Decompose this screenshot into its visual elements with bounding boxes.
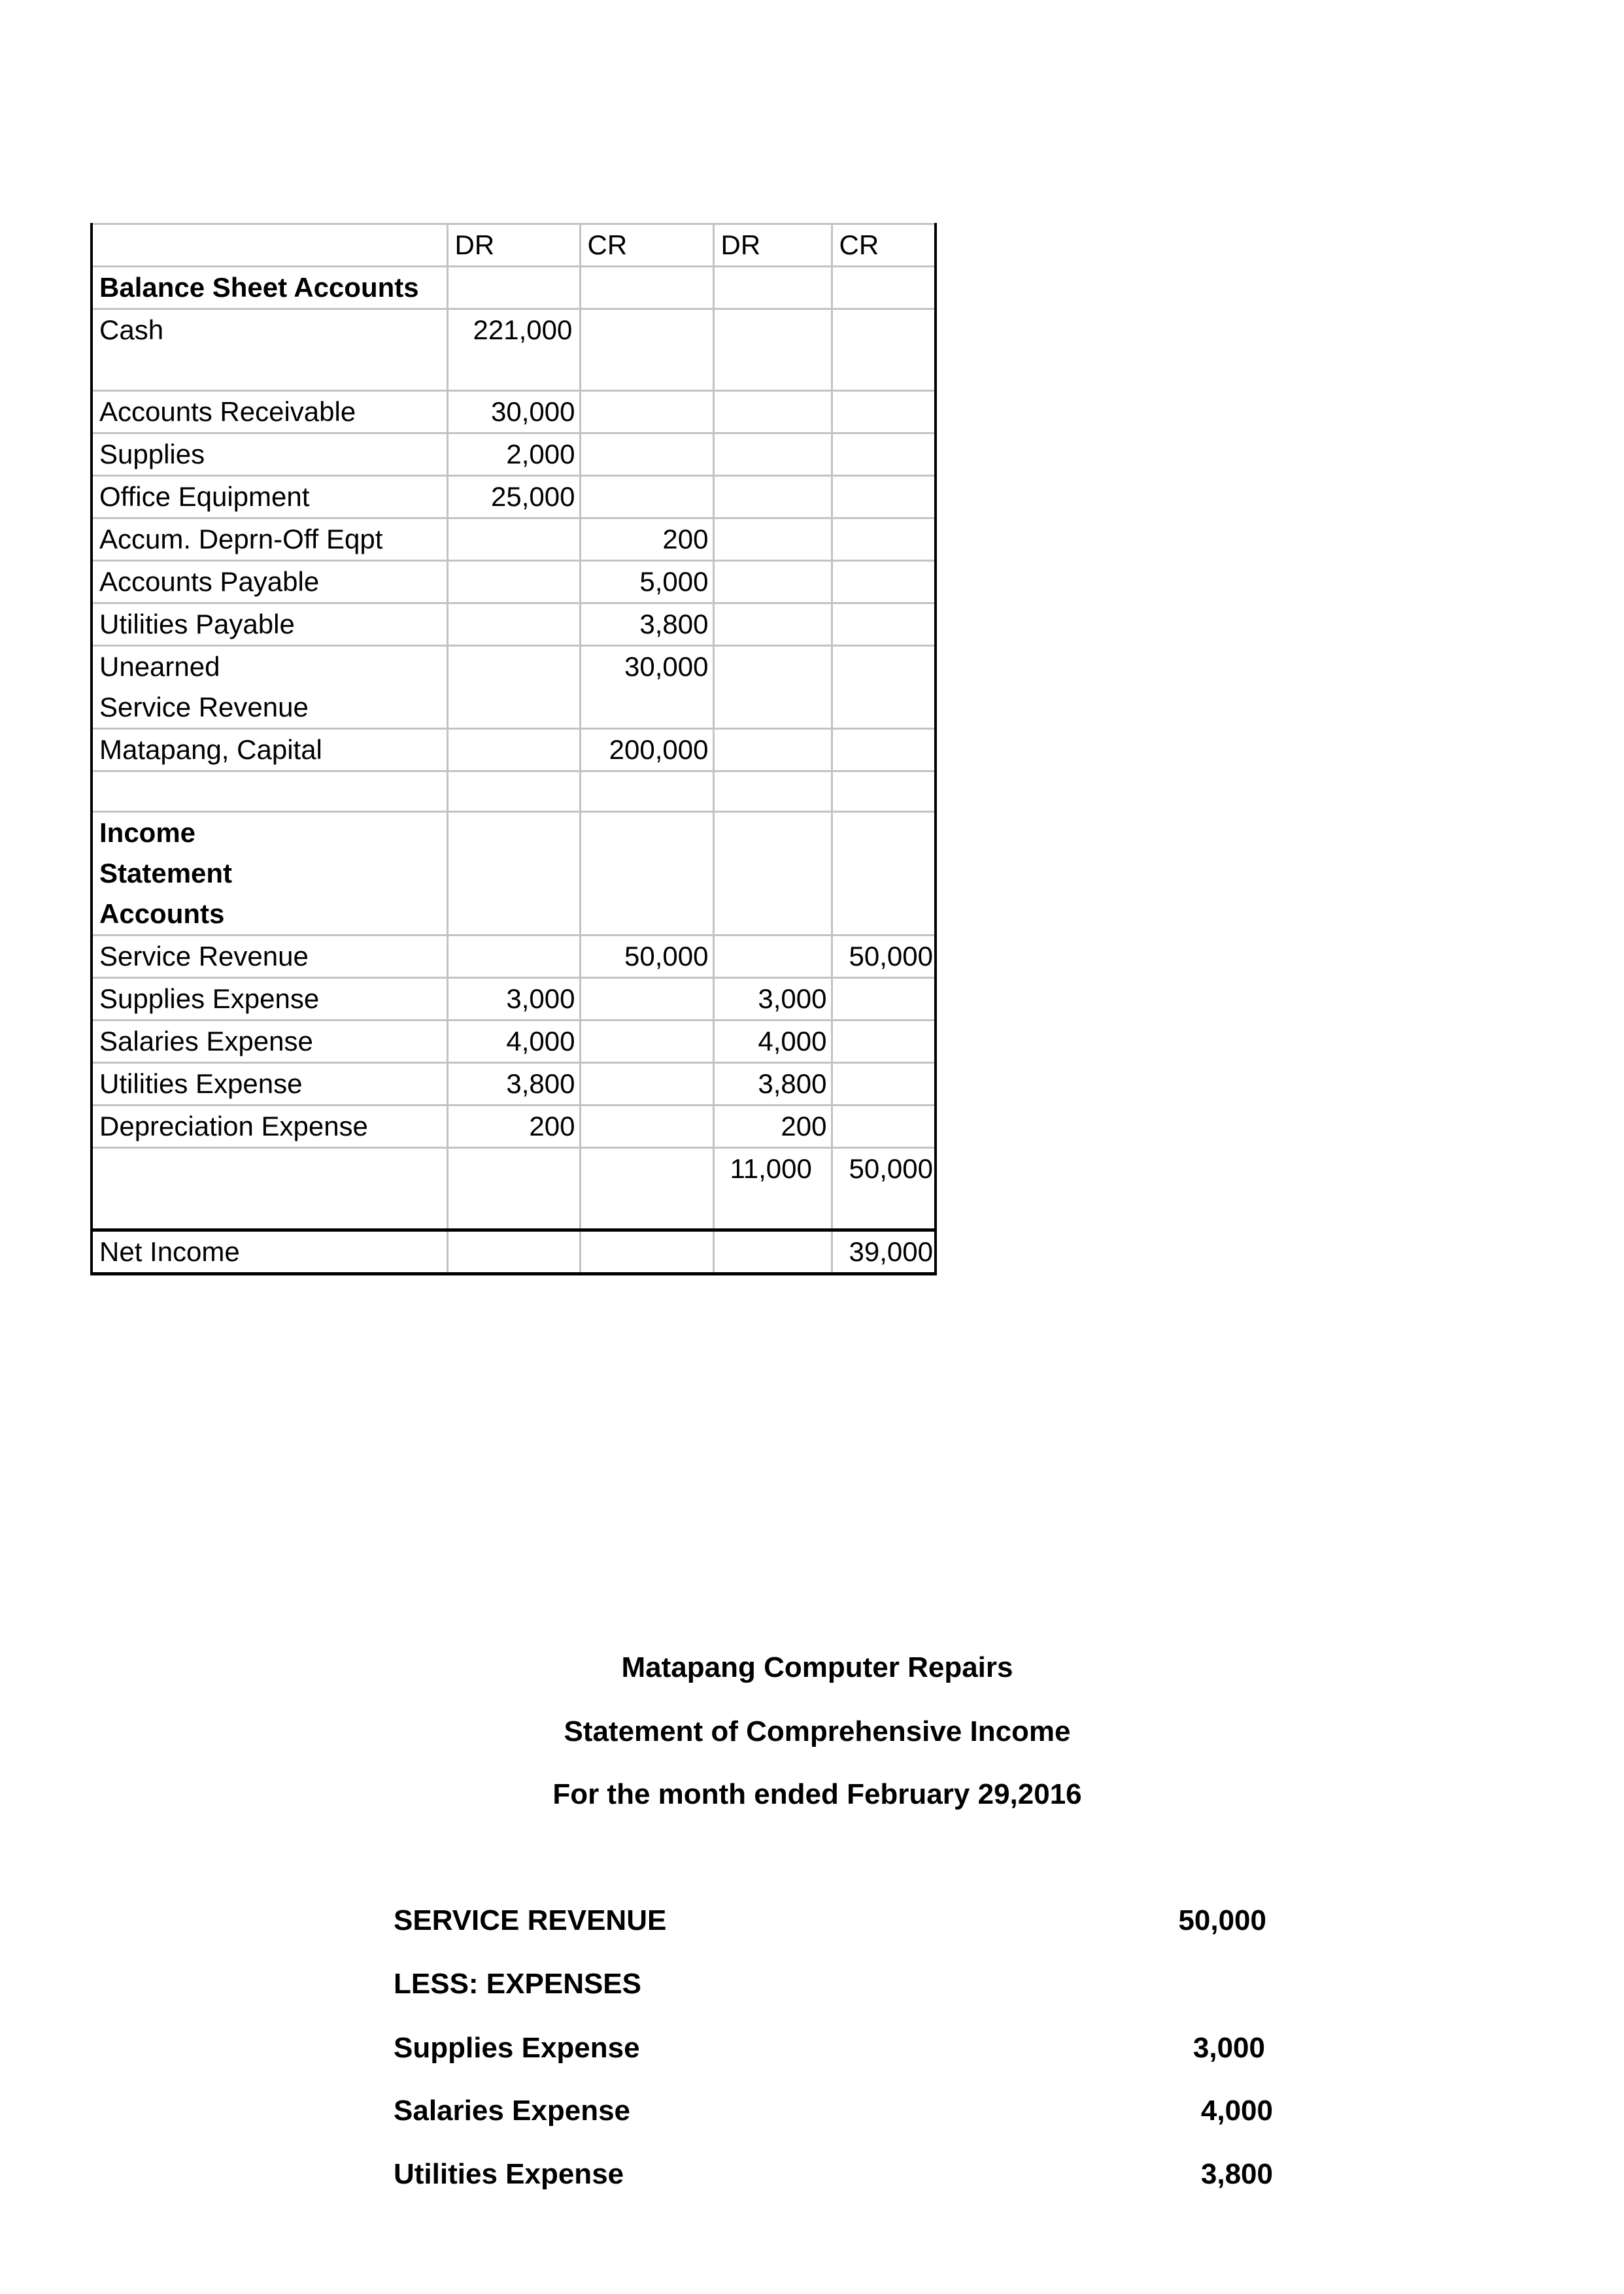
dr-2-value: [713, 646, 832, 729]
table-row: [92, 391, 936, 433]
cr-2-value: [832, 391, 936, 433]
statement-title: Statement of Comprehensive Income: [564, 1715, 1071, 1747]
dr-2-total: 11,000: [713, 1148, 832, 1230]
cr-2-value: 50,000: [832, 936, 936, 978]
cr-1-value: [580, 476, 713, 518]
header-dr-2: DR: [713, 224, 832, 267]
dr-1-value: 221,000: [447, 309, 580, 391]
statement-line-salaries-expense: [394, 2095, 1273, 2127]
dr-1-value: 2,000: [447, 433, 580, 476]
statement-line-label: SERVICE REVENUE: [394, 1904, 667, 1936]
table-row: [92, 433, 936, 476]
cr-2-value: [832, 561, 936, 603]
income-statement-heading: Income Statement Accounts: [92, 812, 447, 936]
account-name: Accum. Deprn-Off Eqpt: [92, 518, 447, 561]
dr-1-value: 4,000: [447, 1020, 580, 1063]
cr-1-value: 200,000: [580, 729, 713, 771]
blank-row: [92, 771, 936, 812]
dr-1-value: 30,000: [447, 391, 580, 433]
account-name: Accounts Receivable: [92, 391, 447, 433]
header-label-cell: [92, 224, 447, 267]
cr-2-value: [832, 476, 936, 518]
dr-2-value: [713, 561, 832, 603]
statement-line-label: Salaries Expense: [394, 2095, 631, 2127]
dr-2-value: [713, 729, 832, 771]
table-row: [92, 729, 936, 771]
dr-1-value: [447, 1230, 580, 1274]
account-name: Matapang, Capital: [92, 729, 447, 771]
dr-1-value: [447, 729, 580, 771]
net-income-value: 39,000: [832, 1230, 936, 1274]
cr-2-value: [832, 603, 936, 646]
table-row: [92, 476, 936, 518]
dr-1-total: [447, 1148, 580, 1230]
cr-1-value: [580, 978, 713, 1020]
dr-2-value: 3,000: [713, 978, 832, 1020]
account-name: Office Equipment: [92, 476, 447, 518]
cr-2-value: [832, 729, 936, 771]
dr-2-value: [713, 433, 832, 476]
statement-line-amount: 4,000: [1200, 2095, 1273, 2127]
cr-2-value: [832, 433, 936, 476]
dr-2-value: 200: [713, 1105, 832, 1148]
section-heading-row: [92, 812, 936, 936]
account-name: Depreciation Expense: [92, 1105, 447, 1148]
company-name: Matapang Computer Repairs: [621, 1651, 1013, 1683]
cr-1-value: 5,000: [580, 561, 713, 603]
statement-line-label: Utilities Expense: [394, 2158, 624, 2190]
cr-2-value: [832, 1020, 936, 1063]
totals-label: [92, 1148, 447, 1230]
header-cr-2: CR: [832, 224, 936, 267]
cr-1-value: 50,000: [580, 936, 713, 978]
account-name: Utilities Expense: [92, 1063, 447, 1105]
account-name: Supplies: [92, 433, 447, 476]
net-income-row: [92, 1230, 936, 1274]
cr-1-value: [580, 1230, 713, 1274]
table-row: [92, 978, 936, 1020]
cr-2-value: [832, 1063, 936, 1105]
dr-1-value: 200: [447, 1105, 580, 1148]
dr-1-value: [447, 603, 580, 646]
dr-1-value: [447, 646, 580, 729]
account-name: Accounts Payable: [92, 561, 447, 603]
dr-2-value: [713, 518, 832, 561]
statement-line-label: Supplies Expense: [394, 2032, 640, 2064]
account-name: Unearned Service Revenue: [92, 646, 447, 729]
table-row: [92, 936, 936, 978]
statement-line-less-expenses: [394, 1968, 1273, 2000]
totals-row: [92, 1148, 936, 1230]
balance-sheet-heading: Balance Sheet Accounts: [92, 267, 447, 309]
account-name: Salaries Expense: [92, 1020, 447, 1063]
net-income-label: Net Income: [92, 1230, 447, 1274]
dr-2-value: [713, 1230, 832, 1274]
table-row: [92, 1063, 936, 1105]
table-row: [92, 603, 936, 646]
cr-2-value: [832, 309, 936, 391]
statement-line-supplies-expense: [394, 2032, 1273, 2065]
statement-line-utilities-expense: [394, 2158, 1273, 2191]
statement-line-amount: 3,800: [1200, 2158, 1273, 2190]
dr-2-value: [713, 936, 832, 978]
table-row: [92, 646, 936, 729]
account-name: Service Revenue: [92, 936, 447, 978]
cr-1-value: 200: [580, 518, 713, 561]
dr-1-value: [447, 518, 580, 561]
cr-1-value: [580, 1063, 713, 1105]
dr-1-value: 25,000: [447, 476, 580, 518]
section-heading-row: [92, 267, 936, 309]
dr-2-value: 4,000: [713, 1020, 832, 1063]
cr-1-value: [580, 1105, 713, 1148]
cr-2-value: [832, 646, 936, 729]
table-row: [92, 1105, 936, 1148]
dr-2-value: [713, 309, 832, 391]
cr-1-value: [580, 309, 713, 391]
dr-1-value: [447, 936, 580, 978]
table-row: [92, 309, 936, 391]
worksheet-table: [90, 223, 937, 1275]
cr-2-value: [832, 978, 936, 1020]
cr-2-value: [832, 1105, 936, 1148]
dr-1-value: 3,000: [447, 978, 580, 1020]
account-name: Cash: [92, 309, 447, 391]
cr-1-value: 3,800: [580, 603, 713, 646]
dr-1-value: 3,800: [447, 1063, 580, 1105]
dr-2-value: 3,800: [713, 1063, 832, 1105]
table-row: [92, 1020, 936, 1063]
cr-1-total: [580, 1148, 713, 1230]
table-row: [92, 518, 936, 561]
statement-line-label: LESS: EXPENSES: [394, 1968, 642, 2000]
cr-1-value: [580, 1020, 713, 1063]
header-dr-1: DR: [447, 224, 580, 267]
dr-2-value: [713, 603, 832, 646]
cr-2-total: 50,000: [832, 1148, 936, 1230]
account-name: Supplies Expense: [92, 978, 447, 1020]
dr-1-value: [447, 561, 580, 603]
worksheet-header-row: [92, 224, 936, 267]
cr-1-value: [580, 433, 713, 476]
table-row: [92, 561, 936, 603]
header-cr-1: CR: [580, 224, 713, 267]
dr-2-value: [713, 391, 832, 433]
statement-period: For the month ended February 29,2016: [552, 1778, 1082, 1810]
account-name: Utilities Payable: [92, 603, 447, 646]
cr-2-value: [832, 518, 936, 561]
cr-1-value: [580, 391, 713, 433]
statement-line-amount: 50,000: [1178, 1904, 1266, 1936]
statement-line-amount: 3,000: [1193, 2032, 1265, 2064]
dr-2-value: [713, 476, 832, 518]
cr-1-value: 30,000: [580, 646, 713, 729]
statement-line-service-revenue: [394, 1904, 1273, 1937]
